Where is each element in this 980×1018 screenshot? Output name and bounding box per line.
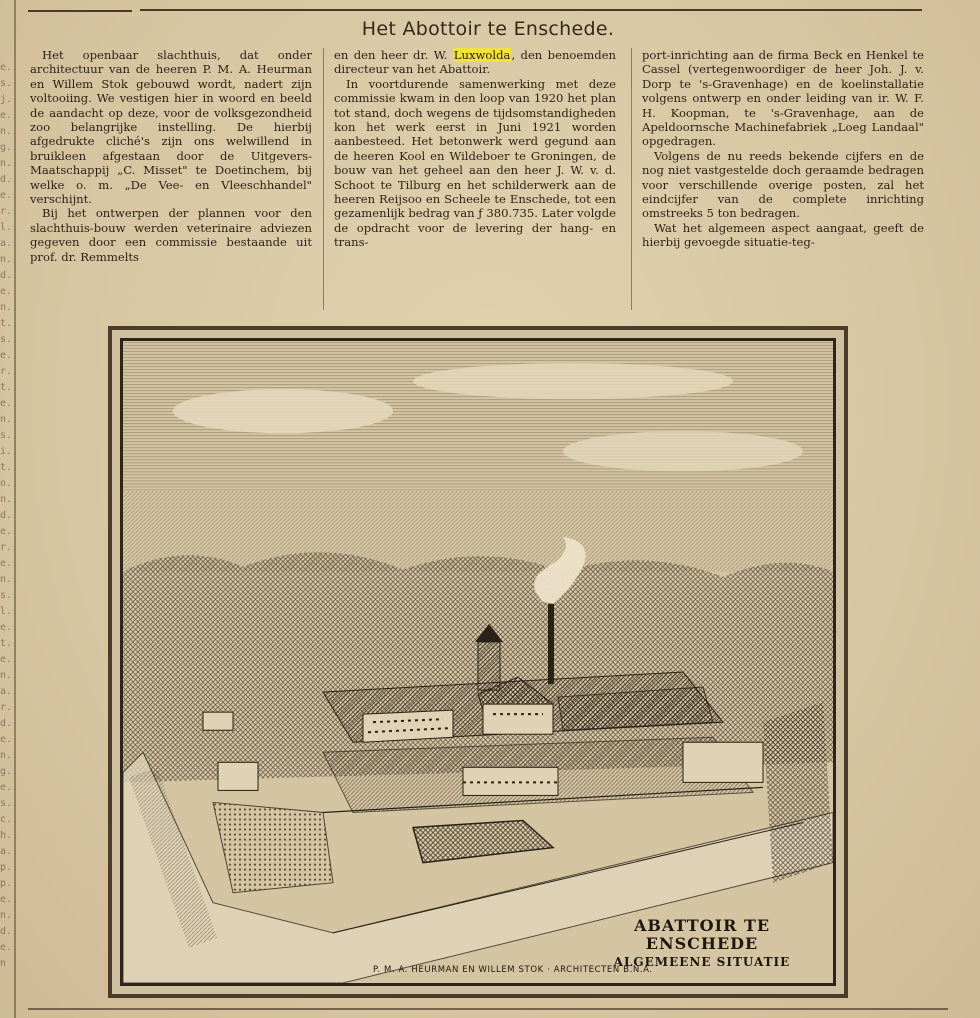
right-trees	[763, 702, 833, 883]
top-rule-right	[140, 9, 922, 11]
column-divider	[631, 48, 632, 310]
paragraph: Volgens de nu reeds bekende cijfers en de nog niet vastgestelde doch geraamde bedragen voor verschillende overige posten, zal het eindcijfer van de complete inrichting omstreeks 5 ton bedragen.	[642, 148, 924, 221]
abattoir-illustration[interactable]	[108, 326, 848, 998]
cropped-margin-text: e.s.j.e.n.g.n.d.e.r.l.a.n.d.e.n.t.s.e.r.t.e.n.s.i.t.o.n.d.e.r.e.n.s.l.e.t.e.n.a.r.d.e.n.g.e.s.c.h.a.p.p.e.n.d.e.n	[0, 62, 13, 969]
top-rule-left	[28, 10, 132, 12]
article-column-2	[334, 48, 616, 310]
paragraph: Wat het algemeen aspect aangaat, geeft de hierbij gevoegde situatie-teg-	[642, 220, 924, 250]
article-column-3	[642, 48, 924, 310]
article-headline: Het Abottoir te Enschede.	[361, 18, 615, 40]
illustration-frame	[120, 338, 836, 986]
illustration-caption	[587, 917, 817, 969]
article-column-1	[30, 48, 312, 310]
small-house	[218, 762, 258, 790]
chimney	[548, 604, 554, 684]
garden	[213, 802, 333, 892]
caption-subtitle: ALGEMEENE SITUATIE	[613, 955, 791, 969]
paragraph: Bij het ontwerpen der plannen voor den slachthuis-bouw werden veterinaire adviezen gegeven door een commissie bestaande uit prof. dr. Remmelts	[30, 206, 312, 264]
paragraph: In voortdurende samenwerking met deze commissie kwam in den loop van 1920 het plan tot stand, doch wegens de tijdsomstandigheden kon het werk eerst in Juni 1921 worden aanbesteed. Het betonwerk werd gegund aan de heeren Kool en Wildeboer te Groningen, de bouw van het geheel aan den heer J. W. v. d. Schoot te Tilburg en het schilderwerk aan de heeren Reijsoo en Scheele te Enschede, tot een gezamenlijk bedrag van ƒ 380.735. Later volgde de opdracht voor de levering der hang- en trans-	[334, 76, 616, 250]
text-run: , den benoemden directeur van het Abattoir.	[334, 48, 617, 77]
text-run: en den heer dr. W.	[334, 48, 448, 62]
pond	[413, 820, 553, 862]
bottom-rule	[28, 1008, 948, 1010]
paragraph: Het openbaar slachthuis, dat onder architectuur van de heeren P. M. A. Heurman en Willem Stok gebouwd wordt, nadert zijn voltooiing. We vestigen hier in woord en beeld de aandacht op deze, voor de volksgezondheid zoo belangrijke instelling. De hierbij afgedrukte cliché's zijn ons welwillend in bruikleen afgestaan door de Uitgevers-Maatschappij „C. Misset" te Doetinchem, bij welke o. m. „De Vee- en Vleeschhandel" verschijnt.	[30, 48, 312, 207]
paragraph: port-inrichting aan de firma Beck en Henkel te Cassel (vertegenwoordiger de heer Joh. J. v. Dorp te 's-Gravenhage) en de koelinstallatie volgens ontwerp en onder leiding van ir. W. F. H. Koopman, te 's-Gravenhage, aan de Apeldoornsche Machinefabriek „Loeg Landaal" opgedragen.	[642, 48, 924, 149]
margin-column-rule	[14, 0, 16, 1018]
caption-title-line1: ABATTOIR TE	[633, 916, 771, 935]
caption-title-line2: ENSCHEDE	[645, 934, 759, 953]
paragraph	[334, 48, 616, 77]
column-divider	[323, 48, 324, 310]
highlighted-search-term[interactable]: Luxwolda	[453, 48, 511, 62]
engraving-drawing	[123, 341, 833, 983]
architect-credit: P. M. A. HEURMAN EN WILLEM STOK · ARCHITECTEN B.N.A.	[373, 965, 653, 975]
small-house	[203, 712, 233, 730]
